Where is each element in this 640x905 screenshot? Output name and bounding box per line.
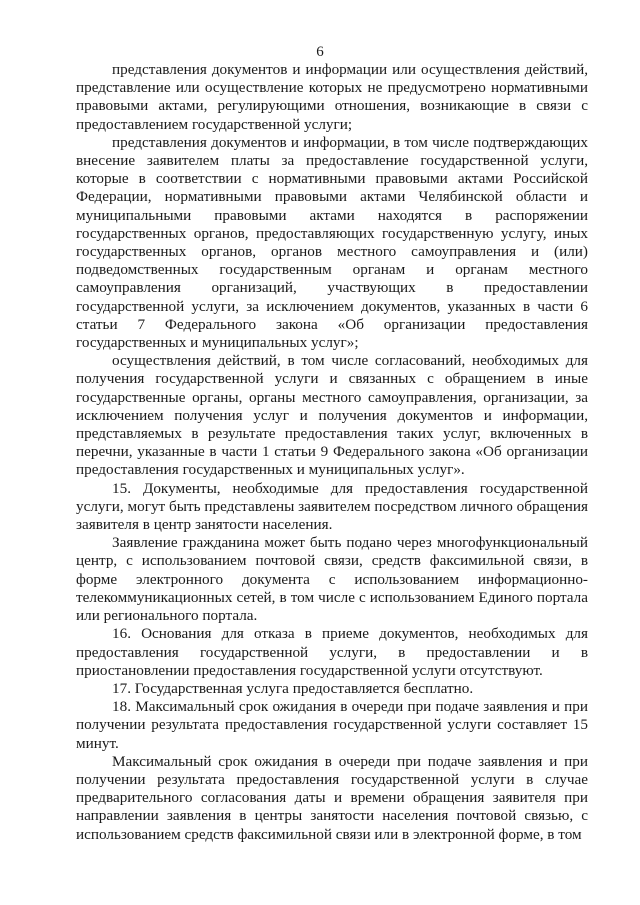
paragraph-waiting-time: Максимальный срок ожидания в очереди при подаче заявления и при получении результата предоставления государственной услуги в случае предварительного согласования даты и времени обращения заявителя при направлении заявления в центры занятости населения почтовой связью, с использованием средств факсимильной связи или в электронной форме, в том bbox=[76, 752, 588, 843]
page-number: 6 bbox=[316, 44, 324, 60]
paragraph-1: представления документов и информации или осуществления действий, представление или осуществление которых не предусмотрено нормативными правовыми актами, регулирующими отношения, возникающие в связи с предоставлением государственной услуги; bbox=[76, 61, 588, 133]
paragraph-2: представления документов и информации, в том числе подтверждающих внесение заявителем платы за предоставление государственной услуги, которые в соответствии с нормативными правовыми актами Российской Федерации, нормативными правовыми актами Челябинской области и муниципальными правовыми актами находятся в распоряжении государственных органов, предоставляющих государственную услугу, иных государственных органов, органов местного самоуправления и (или) подведомственных государственным органам и органам местного самоуправления организаций, участвующих в предоставлении государственной услуги, за исключением документов, указанных в части 6 статьи 7 Федерального закона «Об организации предоставления государственных и муниципальных услуг»; bbox=[76, 133, 588, 352]
paragraph-16: 16. Основания для отказа в приеме документов, необходимых для предоставления государственной услуги, в предоставлении и в приостановлении предоставления государственной услуги отсутствуют. bbox=[76, 625, 588, 679]
paragraph-17: 17. Государственная услуга предоставляется бесплатно. bbox=[112, 679, 474, 697]
paragraph-application-submission: Заявление гражданина может быть подано через многофункциональный центр, с использованием почтовой связи, средств факсимильной связи, в форме электронного документа с использованием информационно-телекоммуникационных сетей, в том числе с использованием Единого портала или регионального портала. bbox=[76, 534, 588, 625]
body-text bbox=[76, 61, 588, 844]
paragraph-18: 18. Максимальный срок ожидания в очереди при подаче заявления и при получении результата предоставления государственной услуги составляет 15 минут. bbox=[76, 698, 588, 752]
paragraph-15: 15. Документы, необходимые для предоставления государственной услуги, могут быть представлены заявителем посредством личного обращения заявителя в центр занятости населения. bbox=[76, 479, 588, 534]
paragraph-3: осуществления действий, в том числе согласований, необходимых для получения государственной услуги и связанных с обращением в иные государственные органы, органы местного самоуправления, организации, за исключением получения услуг и получения документов и информации, представляемых в результате предоставления таких услуг, включенных в перечни, указанные в части 1 статьи 9 Федерального закона «Об организации предоставления государственных и муниципальных услуг». bbox=[76, 352, 588, 479]
